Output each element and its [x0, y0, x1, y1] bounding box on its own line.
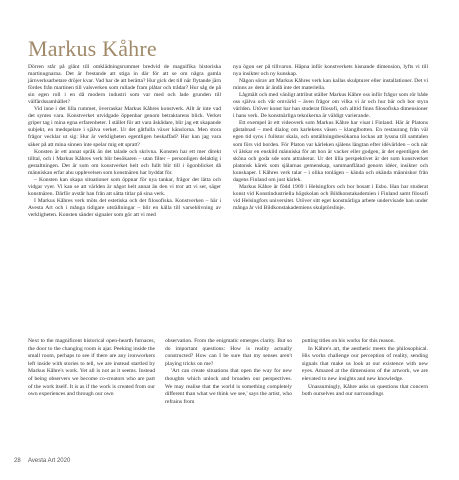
page-footer [14, 458, 76, 464]
english-column-1 [28, 338, 155, 399]
paragraph: observation. From the enigmatic emerges clarity. But so do important questions: How is reality actually constructed? How can I be sure that my senses aren't playing tricks on me? [165, 338, 292, 367]
paragraph: I Markus Kåhres verk möts det estetiska och det filosofiska. Konstverken – här i Avesta Art och i många tidigare utställningar – blir en källa till varseblivning av verkligheten. Konsten sänder signaler som gör att vi med [28, 197, 221, 218]
paragraph: Vid inne i det lilla rummet, överraskar Markus Kåhres konstverk. Allt är inte vad det syntes vara. Konstverket utvidgade öppenbar genom betraktarens blick. Verket griper tag i mina egna erfarenheter. I stället för att vara åskådare, blir jag ett skapande subjekt, en medspelare i själva verket. Ur det gåtfulla växer känslorna. Men stora frågor vecklar ut sig: Hur är verkligheten egentligen beskaffad? Hur kan jag vara säker på att mina sinnen inte spelar mig ett spratt? [28, 106, 221, 148]
english-column-3 [302, 338, 428, 399]
page-number: 28 [14, 458, 21, 464]
paragraph: Dörren står på glänt till omklädningsrummet bredvid de magnifika historiska martinugnarna. Det är frestande att stiga in där för att se om några gamla järnverksarbetare dröjer kvar. Vad har de att berätta? Hur gick det till när flytande järn fördes från martinen till valsverken som rullade fram plåtar och trådar? Hur såg de på sin egen roll i en då modern industri som var med och lade grunden till välfärdssamhället? [28, 64, 221, 106]
paragraph: Någon sörav att Markus Kåhres verk kan kallas skulpturer eller installationer. Det vi minns av dem är ändå inte det materiella. [233, 78, 428, 92]
english-column-2 [165, 338, 292, 406]
paragraph: – Konsten kan skapa situationer som öppnar för nya tankar, frågor det lätta och vidgar vyer. Vi kan se att världen är något helt annat än den vi tror att vi ser, säger konstnären. Därför avstår han från att sätta titlar på sina verk. [28, 176, 221, 197]
paragraph: Lågmält och med vänligt attribut ställer Markus Kåhre oss inför frågor som rör både oss själva och vår omvärld – även frågor om vilka vi är och hur bär och bor styra världen. Utöver konst har han studerat filosofi, och alltid finns filosofiska dimensioner i hans verk. De konstnärliga teknikerna är väldigt varierande. [233, 92, 428, 120]
paragraph: In Kåhre's art, the aesthetic meets the philosophical. His works challenge our perception of reality, sending signals that make us look at our existence with new eyes. Amazed at the dimensions of the artwork, we are elevated to new insights and new knowledge. [302, 345, 428, 382]
paragraph: Konsten är ett annat språk än det talade och skrivna. Konsten har ett mer direkt tilltal, och i Markus Kåhres verk blir besökaren – utan filter – personligen delaktig i gestaltningen. Det är som om konstverket helt och fullt blir till i ögonblicket då människan erfar ahu upplevelsen som konstnären har byddat för. [28, 148, 221, 176]
swedish-column-left [28, 64, 221, 219]
paragraph: putting titles on his works for this reason. [302, 338, 395, 344]
paragraph: Markus Kåhre är född 1969 i Helsingfors och bor bosatt i Esbo. Han har studerat konst vid Konstindustriella högskolan och Bildkonstakademien i Finland samt filosofi vid Helsingfors universitet. Utöver sitt eget konstnärliga arbete undervisade han under många år vid Bildkonstakademiens skulptörslinje. [233, 183, 428, 211]
paragraph: 'Art can create situations that open the way for new thoughts which unlock and broaden our perspectives. We may realise that the world is something completely different than what we think we see,' says the artist, who refrains from [165, 368, 292, 405]
paragraph: Ett exempel är ett videoverk som Markus Kåhre har visat i Finland. Här är Platons gåstabnad – med dialog om karlekens väsen – klanglbotten. En restaurang från väl egen tid syns i fullstor skala, och utställningsbesökarna lockas att lyssna till samtalen som förs vid borden. För Platon var kärleken själens längtan efter idévärlden – och när vi älskar en enskild människa för att hon är vacker eller godgen, är det egentligen det sköna och goda sde som attraherar. Ur det lilla perspektivet är det som konstverket platonsk kärek som själarnas gemenskap, sammanflätad genom idéer, insikter och kunskaper. I Kåhres verk talar – i olika tonlägen – kända och okända människor från dagens Finland om just kärlek. [233, 120, 428, 183]
page-title: Markus Kåhre [28, 36, 157, 61]
paragraph: Next to the magnificent historical open-hearth furnaces, the door to the changing room is ajar. Peeking inside the small room, perhaps to see if there are any ironworkers left inside with stories to tell, we are instead startled by Markus Kåhre's work. Yet all is not as it seems. Instead of being observers we become co-creators who are part of the work itself. It is as if the work is created from our own experiences and through our own [28, 338, 155, 398]
paragraph: nya ögon ser på tillvaron. Häpna inför konstverkets hisnande dimension, lyfts vi till nya insikter och ny kunskap. [233, 64, 428, 78]
paragraph: Unassumingly, Kåhre asks us questions that concern both ourselves and our surroundings [302, 383, 428, 398]
swedish-column-right [233, 64, 428, 212]
publication-name: Avesta Art 2020 [28, 458, 71, 464]
